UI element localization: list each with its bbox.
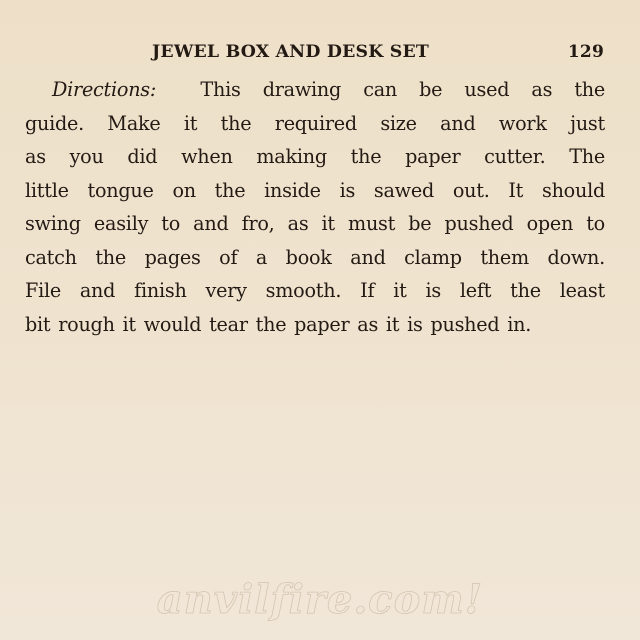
paragraph-line: swing easily to and fro, as it must be pushed open to (25, 212, 605, 235)
directions-label: Directions: (52, 78, 157, 101)
paragraph-line: catch the pages of a book and clamp them down. (25, 245, 605, 269)
paragraph-line: little tongue on the inside is sawed out. It should (25, 178, 605, 202)
paragraph-line-text: This drawing can be used as the (200, 78, 606, 101)
running-head (152, 42, 604, 62)
paragraph-line: File and finish very smooth. If it is left the least (25, 279, 605, 302)
paragraph-line: bit rough it would tear the paper as it is pushed in. (25, 312, 532, 336)
chapter-title: JEWEL BOX AND DESK SET (152, 42, 430, 62)
paragraph-line: guide. Make it the required size and work just (25, 111, 605, 135)
page-number: 129 (567, 42, 604, 62)
paragraph-line: as you did when making the paper cutter. The (25, 145, 605, 168)
watermark: anvilfire.com! (156, 576, 484, 623)
directions-paragraph (25, 73, 605, 341)
paragraph-line (25, 73, 605, 107)
